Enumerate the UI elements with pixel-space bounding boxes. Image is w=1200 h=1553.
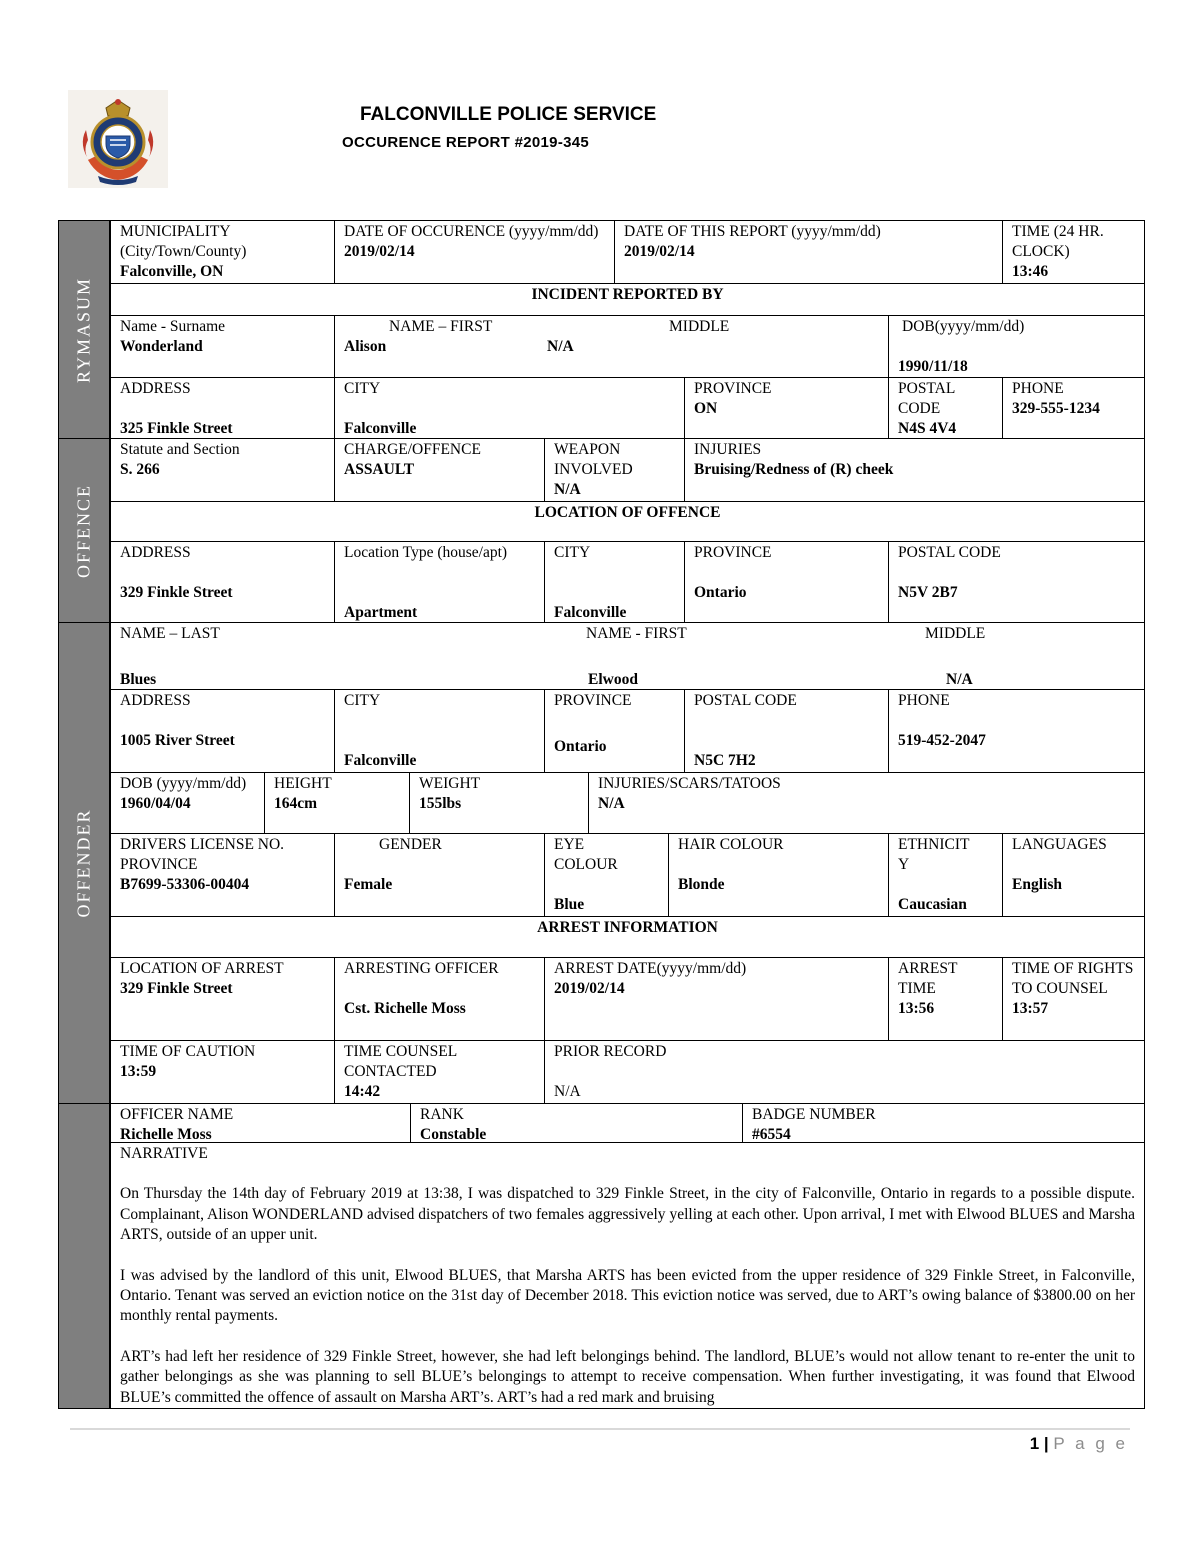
arresting-officer-cell bbox=[334, 957, 545, 1041]
arrest-date-cell bbox=[544, 957, 889, 1041]
rights-counsel-cell bbox=[1002, 957, 1145, 1041]
eye-colour-cell bbox=[544, 833, 669, 917]
page-word: P a g e bbox=[1053, 1434, 1128, 1453]
statute-label: Statute and Section bbox=[120, 441, 240, 458]
injuries-label: INJURIES bbox=[694, 441, 762, 458]
offender-scars-value: N/A bbox=[598, 795, 625, 812]
reporter-phone-cell bbox=[1002, 377, 1145, 439]
ethnicity-value: Caucasian bbox=[898, 896, 967, 913]
reporter-middle-value: N/A bbox=[547, 338, 574, 355]
eye-colour-label: EYE COLOUR bbox=[554, 836, 618, 873]
license-value: B7699-53306-00404 bbox=[120, 876, 250, 893]
offender-height-cell bbox=[264, 772, 410, 834]
offender-province-cell bbox=[544, 689, 685, 773]
offender-phone-label: PHONE bbox=[898, 692, 950, 709]
time-cell bbox=[1002, 220, 1145, 284]
officer-name-label: OFFICER NAME bbox=[120, 1106, 234, 1123]
offender-middle-value: N/A bbox=[946, 671, 973, 688]
band-offender bbox=[58, 622, 110, 1104]
offence-postal-label: POSTAL CODE bbox=[898, 544, 1001, 561]
offender-first-label: NAME - FIRST bbox=[586, 625, 687, 642]
license-label: DRIVERS LICENSE NO. PROVINCE bbox=[120, 836, 285, 873]
reporter-postal-value: N4S 4V4 bbox=[898, 420, 957, 437]
time-value: 13:46 bbox=[1012, 263, 1049, 280]
reporter-postal-label: POSTAL CODE bbox=[898, 380, 955, 417]
gender-cell bbox=[334, 833, 545, 917]
prior-record-value: N/A bbox=[554, 1083, 581, 1100]
footer-divider bbox=[70, 1428, 1130, 1430]
offender-height-value: 164cm bbox=[274, 795, 318, 812]
arrest-date-label: ARREST DATE(yyyy/mm/dd) bbox=[554, 960, 747, 977]
offender-dob-cell bbox=[110, 772, 265, 834]
statute-cell bbox=[110, 438, 335, 502]
hair-colour-value: Blonde bbox=[678, 876, 725, 893]
offence-postal-value: N5V 2B7 bbox=[898, 584, 958, 601]
prior-record-cell bbox=[544, 1040, 1145, 1104]
badge-number-cell bbox=[742, 1103, 1145, 1143]
arrest-location-cell bbox=[110, 957, 335, 1041]
arrest-time-label: ARREST TIME bbox=[898, 960, 958, 997]
reporter-surname-label: Name - Surname bbox=[120, 318, 226, 335]
report-title: OCCURENCE REPORT #2019-345 bbox=[342, 134, 590, 151]
reporter-province-value: ON bbox=[694, 400, 718, 417]
offence-address-label: ADDRESS bbox=[120, 544, 191, 561]
offence-address-cell bbox=[110, 541, 335, 623]
offender-postal-value: N5C 7H2 bbox=[694, 752, 756, 769]
page-number: 1 | P a g e bbox=[1029, 1434, 1128, 1453]
hair-colour-cell bbox=[668, 833, 889, 917]
offence-province-value: Ontario bbox=[694, 584, 747, 601]
offender-province-value: Ontario bbox=[554, 738, 607, 755]
offender-weight-cell bbox=[409, 772, 589, 834]
narrative-label: NARRATIVE bbox=[120, 1145, 208, 1162]
band-offence-label: OFFENCE bbox=[73, 483, 94, 578]
location-type-value: Apartment bbox=[344, 604, 418, 621]
reporter-address-cell bbox=[110, 377, 335, 439]
caution-cell bbox=[110, 1040, 335, 1104]
prior-record-label: PRIOR RECORD bbox=[554, 1043, 667, 1060]
offender-phone-cell bbox=[888, 689, 1145, 773]
arrest-location-value: 329 Finkle Street bbox=[120, 980, 233, 997]
officer-name-cell bbox=[110, 1103, 411, 1143]
offender-height-label: HEIGHT bbox=[274, 775, 332, 792]
reporter-phone-value: 329-555-1234 bbox=[1012, 400, 1100, 417]
reporter-address-value: 325 Finkle Street bbox=[120, 420, 233, 437]
counsel-contacted-value: 14:42 bbox=[344, 1083, 381, 1100]
badge-number-value: #6554 bbox=[752, 1126, 791, 1143]
reporter-dob-label: DOB(yyyy/mm/dd) bbox=[902, 318, 1025, 335]
injuries-value: Bruising/Redness of (R) cheek bbox=[694, 461, 894, 478]
offender-weight-label: WEIGHT bbox=[419, 775, 481, 792]
hair-colour-label: HAIR COLOUR bbox=[678, 836, 784, 853]
date-occurence-cell bbox=[334, 220, 615, 284]
rights-counsel-label: TIME OF RIGHTS TO COUNSEL bbox=[1012, 960, 1134, 997]
municipality-label: MUNICIPALITY (City/Town/County) bbox=[120, 223, 247, 260]
caution-label: TIME OF CAUTION bbox=[120, 1043, 256, 1060]
rights-counsel-value: 13:57 bbox=[1012, 1000, 1049, 1017]
location-type-cell bbox=[334, 541, 545, 623]
reporter-middle-label: MIDDLE bbox=[669, 318, 730, 335]
offender-scars-cell bbox=[588, 772, 1145, 834]
reporter-province-cell bbox=[684, 377, 889, 439]
counsel-contacted-label: TIME COUNSEL CONTACTED bbox=[344, 1043, 457, 1080]
ethnicity-label: ETHNICIT Y bbox=[898, 836, 970, 873]
eye-colour-value: Blue bbox=[554, 896, 585, 913]
offender-last-label: NAME – LAST bbox=[120, 625, 220, 642]
offence-city-label: CITY bbox=[554, 544, 591, 561]
reporter-postal-cell bbox=[888, 377, 1003, 439]
incident-reported-by-heading: INCIDENT REPORTED BY bbox=[110, 283, 1145, 316]
badge-number-label: BADGE NUMBER bbox=[752, 1106, 876, 1123]
reporter-surname-value: Wonderland bbox=[120, 338, 203, 355]
offender-city-label: CITY bbox=[344, 692, 381, 709]
arrest-time-cell bbox=[888, 957, 1003, 1041]
languages-cell bbox=[1002, 833, 1145, 917]
statute-value: S. 266 bbox=[120, 461, 160, 478]
arrest-time-value: 13:56 bbox=[898, 1000, 935, 1017]
page-number-value: 1 bbox=[1029, 1434, 1040, 1453]
offender-city-value: Falconville bbox=[344, 752, 417, 769]
offender-address-label: ADDRESS bbox=[120, 692, 191, 709]
reporter-city-label: CITY bbox=[344, 380, 381, 397]
time-label: TIME (24 HR. CLOCK) bbox=[1012, 223, 1104, 260]
officer-rank-cell bbox=[410, 1103, 743, 1143]
offender-first-value: Elwood bbox=[588, 671, 638, 688]
reporter-surname-cell bbox=[110, 315, 335, 378]
band-summary-label: RYMASUM bbox=[73, 276, 94, 383]
narrative-paragraph-3: ART’s had left her residence of 329 Finkle Street, however, she had left belongings behind. The landlord, BLUE’s would not allow tenant to re-enter the unit to gather belongings as she was planning to sell BLUE’s belongings to attempt to receive compensation. When further investigating, it was found that Elwood BLUE’s committed the offence of assault on Marsha ART’s. ART’s had a red mark and bruising bbox=[120, 1347, 1135, 1406]
counsel-contacted-cell bbox=[334, 1040, 545, 1104]
band-offence bbox=[58, 438, 110, 623]
offender-middle-label: MIDDLE bbox=[925, 625, 986, 642]
arrest-date-value: 2019/02/14 bbox=[554, 980, 625, 997]
offender-weight-value: 155lbs bbox=[419, 795, 462, 812]
offender-postal-cell bbox=[684, 689, 889, 773]
narrative-box bbox=[110, 1142, 1145, 1409]
offender-name-cell bbox=[110, 622, 1145, 690]
offence-postal-cell bbox=[888, 541, 1145, 623]
date-report-value: 2019/02/14 bbox=[624, 243, 695, 260]
weapon-cell bbox=[544, 438, 685, 502]
reporter-dob-value: 1990/11/18 bbox=[898, 358, 968, 375]
arresting-officer-value: Cst. Richelle Moss bbox=[344, 1000, 466, 1017]
gender-label: GENDER bbox=[379, 836, 442, 853]
municipality-value: Falconville, ON bbox=[120, 263, 224, 280]
charge-value: ASSAULT bbox=[344, 461, 415, 478]
officer-rank-label: RANK bbox=[420, 1106, 464, 1123]
narrative-paragraph-1: On Thursday the 14th day of February 2019 at 13:38, I was dispatched to 329 Finkle Street, in the city of Falconville, Ontario in regards to a possible dispute. Complainant, Alison WONDERLAND advised dispatchers of two females aggressively yelling at each other. Upon arrival, I met with Elwood BLUES and Marsha ARTS, outside of an upper unit. bbox=[120, 1185, 1135, 1244]
reporter-first-cell bbox=[334, 315, 889, 378]
police-crest-logo bbox=[68, 90, 168, 188]
offence-city-cell bbox=[544, 541, 685, 623]
offender-scars-label: INJURIES/SCARS/TATOOS bbox=[598, 775, 781, 792]
weapon-label: WEAPON INVOLVED bbox=[554, 441, 633, 478]
offender-province-label: PROVINCE bbox=[554, 692, 632, 709]
offender-postal-label: POSTAL CODE bbox=[694, 692, 797, 709]
offender-city-cell bbox=[334, 689, 545, 773]
arrest-location-label: LOCATION OF ARREST bbox=[120, 960, 284, 977]
reporter-address-label: ADDRESS bbox=[120, 380, 191, 397]
reporter-city-value: Falconville bbox=[344, 420, 417, 437]
reporter-city-cell bbox=[334, 377, 685, 439]
officer-name-value: Richelle Moss bbox=[120, 1126, 212, 1143]
date-report-label: DATE OF THIS REPORT (yyyy/mm/dd) bbox=[624, 223, 881, 240]
offender-last-value: Blues bbox=[120, 671, 157, 688]
officer-rank-value: Constable bbox=[420, 1126, 487, 1143]
arresting-officer-label: ARRESTING OFFICER bbox=[344, 960, 499, 977]
reporter-province-label: PROVINCE bbox=[694, 380, 772, 397]
charge-label: CHARGE/OFFENCE bbox=[344, 441, 481, 458]
offence-address-value: 329 Finkle Street bbox=[120, 584, 233, 601]
offender-phone-value: 519-452-2047 bbox=[898, 732, 986, 749]
caution-value: 13:59 bbox=[120, 1063, 157, 1080]
date-occurence-label: DATE OF OCCURENCE (yyyy/mm/dd) bbox=[344, 223, 599, 240]
band-summary bbox=[58, 220, 110, 439]
offence-city-value: Falconville bbox=[554, 604, 627, 621]
band-offender-label: OFFENDER bbox=[73, 808, 94, 918]
gender-value: Female bbox=[344, 876, 393, 893]
municipality-cell bbox=[110, 220, 335, 284]
license-cell bbox=[110, 833, 335, 917]
narrative-paragraph-2: I was advised by the landlord of this unit, Elwood BLUES, that Marsha ARTS has been evicted from the upper residence of 329 Finkle Street, in Falconville, Ontario. Tenant was served an eviction notice on the 31st day of December 2018. This eviction notice was served, due to ART’s owing balance of $3800.00 on her monthly rental payments. bbox=[120, 1266, 1135, 1325]
date-occurence-value: 2019/02/14 bbox=[344, 243, 415, 260]
ethnicity-cell bbox=[888, 833, 1003, 917]
arrest-information-heading: ARREST INFORMATION bbox=[110, 916, 1145, 958]
offender-dob-label: DOB (yyyy/mm/dd) bbox=[120, 775, 247, 792]
offence-province-label: PROVINCE bbox=[694, 544, 772, 561]
languages-value: English bbox=[1012, 876, 1062, 893]
languages-label: LANGUAGES bbox=[1012, 836, 1107, 853]
agency-title: FALCONVILLE POLICE SERVICE bbox=[360, 104, 657, 125]
offender-address-cell bbox=[110, 689, 335, 773]
reporter-phone-label: PHONE bbox=[1012, 380, 1064, 397]
charge-cell bbox=[334, 438, 545, 502]
location-type-label: Location Type (house/apt) bbox=[344, 544, 508, 561]
band-officer bbox=[58, 1103, 110, 1409]
weapon-value: N/A bbox=[554, 481, 581, 498]
reporter-first-value: Alison bbox=[344, 338, 387, 355]
reporter-first-label: NAME – FIRST bbox=[389, 318, 493, 335]
offence-province-cell bbox=[684, 541, 889, 623]
offender-dob-value: 1960/04/04 bbox=[120, 795, 191, 812]
offender-address-value: 1005 River Street bbox=[120, 732, 235, 749]
date-report-cell bbox=[614, 220, 1003, 284]
location-of-offence-heading: LOCATION OF OFFENCE bbox=[110, 501, 1145, 542]
injuries-cell bbox=[684, 438, 1145, 502]
reporter-dob-cell bbox=[888, 315, 1145, 378]
